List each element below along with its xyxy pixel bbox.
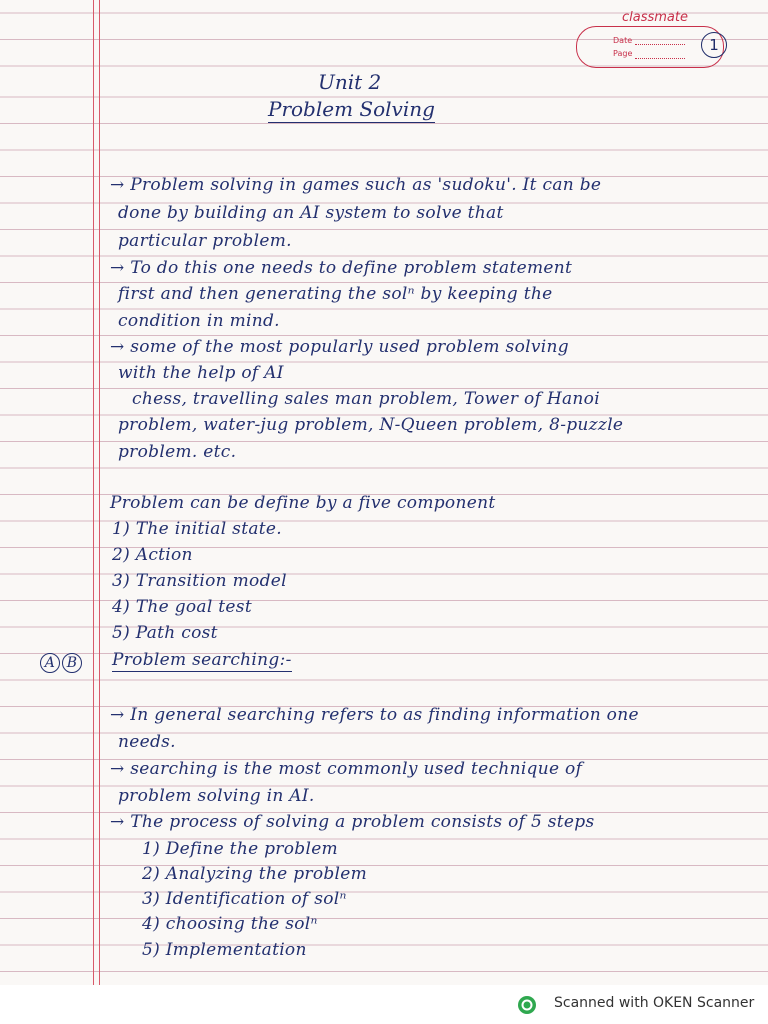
circle-b-icon: B [62, 653, 82, 673]
page-line [635, 58, 685, 59]
text-line: problem, water-jug problem, N-Queen problem, 8-puzzle [118, 415, 624, 435]
scanner-logo-icon [517, 995, 537, 1015]
list-item: 4) choosing the solⁿ [142, 914, 318, 934]
text-line: Problem can be define by a five component [110, 493, 496, 513]
date-page-box [576, 26, 724, 68]
text-line: → In general searching refers to as finding information one [110, 705, 639, 725]
text-line: condition in mind. [118, 311, 280, 331]
brand-logo: classmate [622, 10, 688, 25]
text-line: with the help of AI [118, 363, 284, 383]
section-heading: Problem searching:- [112, 650, 292, 670]
unit-title: Unit 2 [318, 70, 382, 94]
list-item: 5) Path cost [112, 623, 218, 643]
text-line: done by building an AI system to solve that [118, 203, 504, 223]
list-item: 2) Analyzing the problem [142, 864, 368, 884]
text-line: problem. etc. [118, 442, 237, 462]
text-line: first and then generating the solⁿ by keeping the [118, 284, 553, 304]
text-line: chess, travelling sales man problem, Tower of Hanoi [132, 389, 600, 409]
list-item: 3) Identification of solⁿ [142, 889, 347, 909]
list-item: 5) Implementation [142, 940, 307, 960]
margin-line-right [99, 0, 100, 985]
circle-a-icon: A [40, 653, 60, 673]
text-line: → Problem solving in games such as 'sudoku'. It can be [110, 175, 602, 195]
text-line: → some of the most popularly used problem solving [110, 337, 569, 357]
margin-line-left [93, 0, 94, 985]
page-number: 1 [701, 32, 727, 58]
text-line: → To do this one needs to define problem statement [110, 258, 573, 278]
page-label: Page [613, 49, 633, 58]
scanner-footer [0, 985, 768, 1024]
list-item: 2) Action [112, 545, 193, 565]
text-line: → The process of solving a problem consists of 5 steps [110, 812, 595, 832]
text-line: needs. [118, 732, 176, 752]
scanner-watermark: Scanned with OKEN Scanner [554, 995, 755, 1011]
date-label: Date [613, 36, 633, 45]
list-item: 1) The initial state. [112, 519, 282, 539]
topic-title: Problem Solving [268, 97, 435, 121]
text-line: → searching is the most commonly used technique of [110, 759, 583, 779]
date-line [635, 44, 685, 45]
section-marker [40, 652, 84, 673]
list-item: 1) Define the problem [142, 839, 338, 859]
text-line: particular problem. [118, 231, 292, 251]
list-item: 3) Transition model [112, 571, 287, 591]
list-item: 4) The goal test [112, 597, 252, 617]
text-line: problem solving in AI. [118, 786, 315, 806]
